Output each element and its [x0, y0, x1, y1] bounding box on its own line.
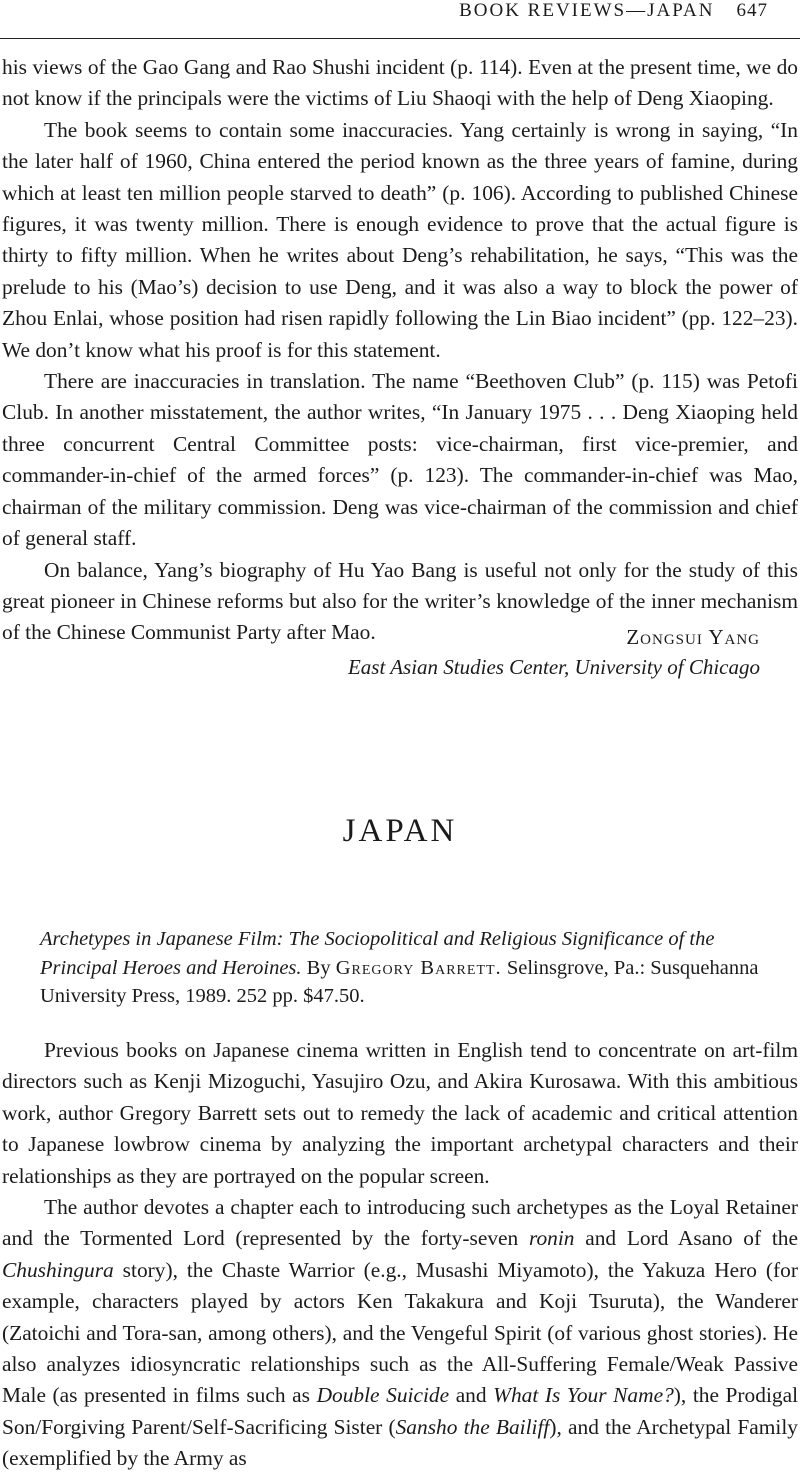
reviewer-affiliation: East Asian Studies Center, University of Chicago	[347, 655, 760, 679]
text-run: and	[455, 1383, 487, 1408]
review-paragraph: his views of the Gao Gang and Rao Shushi incident (p. 114). Even at the present time, we do not know if the principals were the victims of Liu Shaoqi with the help of Deng Xiaoping.	[2, 55, 798, 111]
book-author: Gregory Barrett.	[335, 956, 502, 979]
book-publication: Selinsgrove, Pa.: Susquehanna University Press, 1989.	[40, 956, 759, 1007]
book-pages: 252 pp.	[236, 985, 298, 1007]
film-double-suicide: Double Suicide	[316, 1383, 450, 1408]
text-run: story), the Chaste Warrior (e.g., Musashi Miyamoto), the Yakuza Hero (for example, characters played by actors Ken Takakura and Koji Tsuruta), the Wanderer (Zatoichi and Tora-san, among others), and the Vengeful Spirit (of various ghost stories). He also analyzes idiosyncratic relationships such as the All-Suffering Female/Weak Passive Male (as presented in films such as	[2, 1257, 798, 1408]
review-paragraph: The book seems to contain some inaccuracies. Yang certainly is wrong in saying, “In the later half of 1960, China entered the period known as the three years of famine, during which at least ten million people starved to death” (p. 106). According to published Chinese figures, it was twenty million. There is enough evidence to prove that the actual figure is thirty to fifty million. When he writes about Deng’s rehabilitation, he says, “This was the prelude to his (Mao’s) decision to use Deng, and it was also a way to block the power of Zhou Enlai, whose position had risen rapidly following the Lin Biao incident” (pp. 122–23). We don’t know what his proof is for this statement.	[2, 117, 798, 362]
term-ronin: ronin	[528, 1226, 575, 1251]
film-sansho-the-bailiff: Sansho the Bailiff	[395, 1414, 550, 1439]
text-run: The author devotes a chapter each to introducing such archetypes as the Loyal Retainer and the Tormented Lord (represented by the forty-seven	[2, 1195, 798, 1251]
text-run: ), the Prodigal Son/Forgiving Parent/Self-Sacrificing Sister (	[2, 1383, 799, 1439]
running-head	[459, 0, 768, 22]
book-citation	[40, 925, 760, 1011]
running-title: BOOK REVIEWS—JAPAN	[459, 0, 715, 21]
text-run: ), and the Archetypal Family (exemplified by the Army as	[2, 1414, 799, 1471]
page-number: 647	[736, 0, 768, 21]
review-paragraph: On balance, Yang’s biography of Hu Yao Bang is useful not only for the study of this great pioneer in Chinese reforms but also for the writer’s knowledge of the inner mechanism of the Chinese Communist Party after Mao.	[2, 557, 798, 645]
review-paragraph: Previous books on Japanese cinema written in English tend to concentrate on art-film directors such as Kenji Mizoguchi, Yasujiro Ozu, and Akira Kurosawa. With this ambitious work, author Gregory Barrett sets out to remedy the lack of academic and critical attention to Japanese lowbrow cinema by analyzing the important archetypal characters and their relationships as they are portrayed on the popular screen.	[2, 1038, 798, 1188]
reviewer-name: Zongsui Yang	[626, 625, 760, 649]
section-title: JAPAN	[342, 813, 458, 849]
header-rule	[0, 38, 800, 39]
book-price: $47.50.	[303, 985, 365, 1007]
citation-by: By	[306, 956, 331, 979]
term-chushingura: Chushingura	[2, 1257, 114, 1282]
text-run: and Lord Asano of the	[585, 1226, 798, 1251]
reviewer-signature	[348, 622, 760, 682]
book-title: Archetypes in Japanese Film: The Sociopolitical and Religious Significance of the Principal Heroes and Heroines.	[40, 928, 715, 979]
film-what-is-your-name: What Is Your Name?	[493, 1383, 674, 1408]
review-paragraph: There are inaccuracies in translation. The name “Beethoven Club” (p. 115) was Petofi Club. In another misstatement, the author writes, “In January 1975 . . . Deng Xiaoping held three concurrent Central Committee posts: vice-chairman, first vice-premier, and commander-in-chief of the armed forces” (p. 123). The commander-in-chief was Mao, chairman of the military commission. Deng was vice-chairman of the commission and chief of general staff.	[2, 369, 798, 551]
review-body-japan	[2, 1035, 798, 1475]
review-body-chinese	[2, 52, 798, 649]
review-paragraph	[2, 1192, 798, 1475]
